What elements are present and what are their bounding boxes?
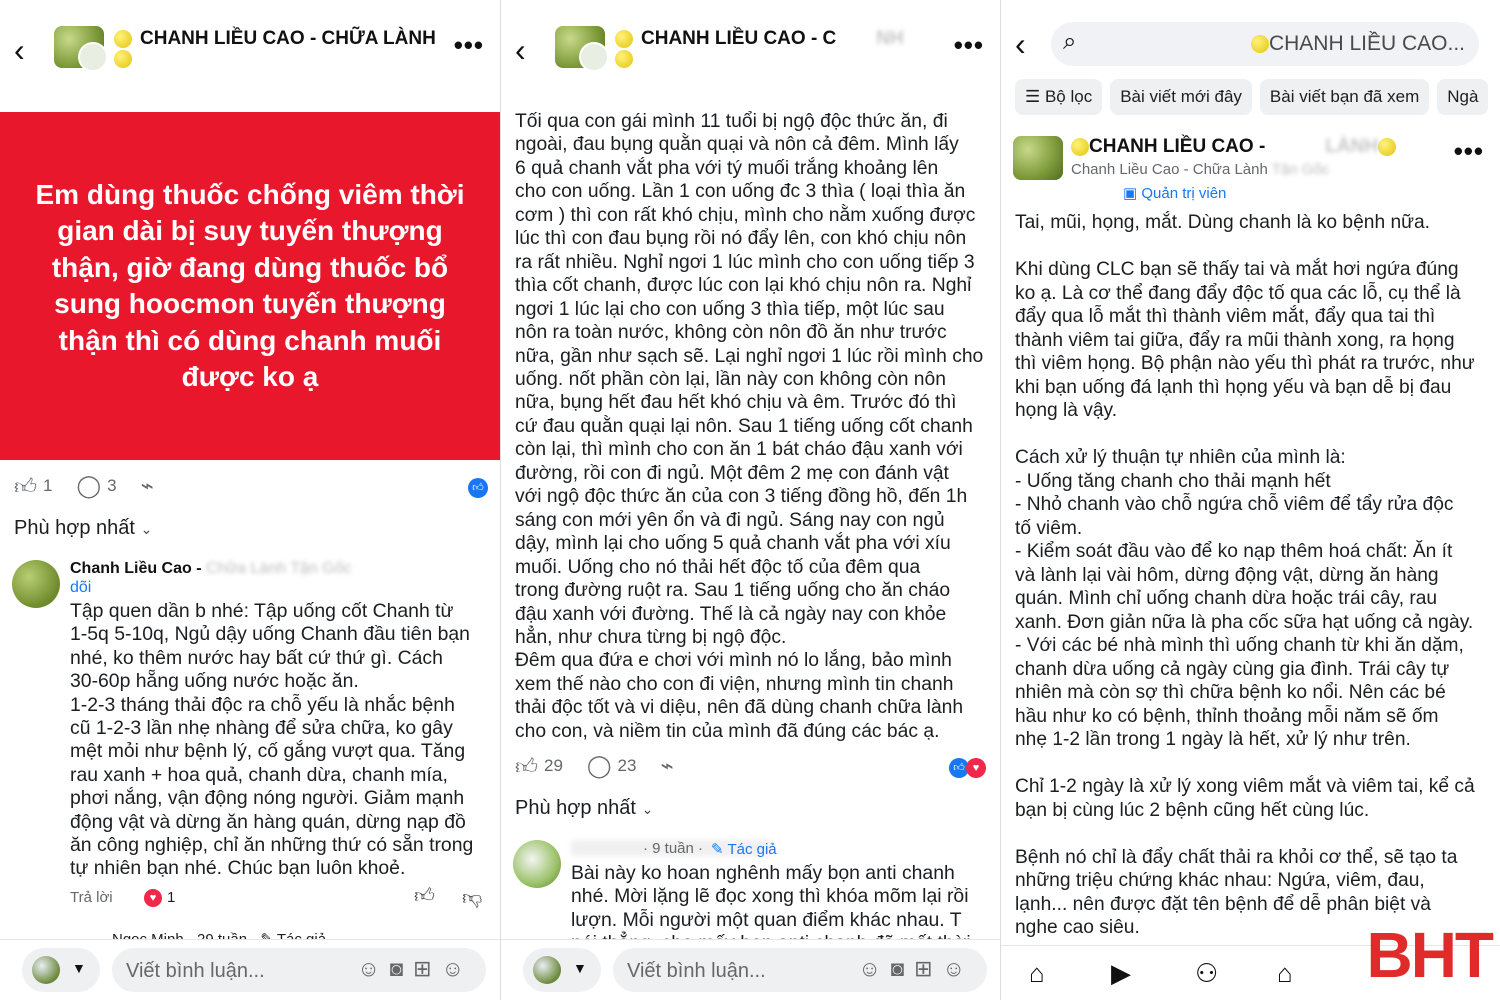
reply-link[interactable]: Trả lời	[70, 889, 113, 906]
chevron-down-icon: ⌄	[140, 521, 153, 537]
like-reaction-icon: 👍︎	[949, 758, 969, 778]
follow-badge[interactable]: dõi	[70, 579, 92, 596]
sort-label: Phù hợp nhất	[14, 517, 135, 539]
group-name-text: CHANH LIỀU CAO - C	[641, 28, 837, 49]
sort-label: Phù hợp nhất	[515, 797, 636, 819]
more-options-icon[interactable]: •••	[1453, 136, 1484, 166]
group-name[interactable]: CHANH LIỀU CAO - CHỮA LÀNH	[140, 28, 436, 49]
search-icon: ⌕	[1063, 28, 1077, 55]
comment-placeholder: Viết bình luận...	[126, 960, 265, 982]
like-count: 1	[43, 476, 53, 495]
comment-icon[interactable]: ◯	[76, 473, 102, 498]
comment-count: 3	[107, 476, 117, 495]
comment-count: 23	[617, 756, 637, 775]
messenger-icon[interactable]: ⌁	[140, 473, 154, 498]
comment-icon[interactable]: ◯	[586, 753, 612, 778]
post-actions	[14, 472, 154, 500]
sort-dropdown[interactable]	[14, 517, 152, 540]
author-badge: ✎ Tác giả	[711, 841, 777, 858]
thumbs-down-icon[interactable]: 👎︎	[462, 887, 483, 909]
heart-reaction-icon: ♥	[966, 758, 986, 778]
commenter-avatar[interactable]	[513, 840, 561, 888]
more-options-icon[interactable]: •••	[953, 30, 984, 60]
chip-recent-posts[interactable]: Bài viết mới đây	[1110, 79, 1252, 115]
comment-composer	[501, 939, 1000, 1000]
heart-reaction-icon: ♥	[144, 889, 162, 907]
back-arrow-icon[interactable]: ‹	[1015, 26, 1026, 62]
composer-icons[interactable]: ☺︎◙⊞☺︎	[357, 956, 474, 981]
chip-more[interactable]: Ngà	[1437, 79, 1488, 115]
search-bar[interactable]	[1051, 22, 1479, 66]
group-avatar[interactable]	[555, 26, 605, 68]
lemon-emoji-icon	[1378, 138, 1396, 156]
marketplace-icon[interactable]: ⌂	[1277, 958, 1293, 988]
commenter-name-text: Chanh Liều Cao -	[70, 560, 202, 577]
caret-down-icon: ▼	[72, 960, 86, 976]
lemon-emoji-icon	[1251, 35, 1269, 53]
group-name-blurred: NH	[876, 28, 904, 49]
comment-composer	[0, 939, 500, 1000]
filter-chips	[1015, 79, 1496, 115]
like-count: 29	[544, 756, 563, 775]
group-avatar[interactable]	[1013, 136, 1063, 180]
group-subtitle: Chanh Liều Cao - Chữa Lành Tận Gốc	[1071, 161, 1330, 178]
video-icon[interactable]: ▶	[1111, 958, 1131, 988]
panel-middle	[501, 0, 1000, 1000]
composer-avatar	[32, 956, 60, 984]
composer-icons[interactable]: ☺︎◙⊞☺︎	[858, 956, 975, 981]
like-reaction-icon: 👍︎	[468, 478, 488, 498]
chip-viewed-posts[interactable]: Bài viết bạn đã xem	[1260, 79, 1429, 115]
post-header	[501, 20, 1000, 80]
group-name-text: CHANH LIỀU CAO -	[1089, 136, 1266, 157]
profile-switcher[interactable]	[523, 948, 601, 992]
composer-avatar	[533, 956, 561, 984]
post-image-text: Em dùng thuốc chống viêm thời gian dài bị suy tuyến thượng thận, giờ đang dùng thuốc bổ sung hoocmon tuyến thượng thận thì có dùng chanh muối được ko ạ	[35, 178, 465, 392]
admin-icon: ▣	[1123, 185, 1142, 202]
profile-switcher[interactable]	[22, 948, 100, 992]
watermark-logo: BHT	[1366, 919, 1492, 991]
reaction-count: 1	[167, 889, 176, 906]
friends-icon[interactable]: ⚇	[1195, 958, 1219, 988]
back-arrow-icon[interactable]: ‹	[515, 32, 526, 68]
comment-input[interactable]	[613, 948, 987, 992]
panel-right	[1001, 0, 1500, 1000]
chevron-down-icon: ⌄	[641, 801, 654, 817]
search-query: CHANH LIỀU CAO...	[1251, 32, 1465, 56]
caret-down-icon: ▼	[573, 960, 587, 976]
back-arrow-icon[interactable]: ‹	[14, 32, 25, 68]
comment-input[interactable]	[112, 948, 486, 992]
chip-filter[interactable]: ☰ Bộ lọc	[1015, 79, 1102, 115]
sort-dropdown[interactable]	[515, 797, 653, 820]
commenter-name[interactable]	[70, 560, 352, 578]
group-name[interactable]	[641, 28, 904, 50]
comment-text: Bài này ko hoan nghênh mấy bọn anti chanh nhé. Mời lặng lẽ đọc xong thì khóa mõm lại rồi lượn. Mỗi người một quan điểm khác nhau. T	[571, 862, 969, 931]
filter-icon: ☰	[1025, 87, 1045, 106]
group-name[interactable]	[1071, 136, 1396, 158]
user-avatar	[78, 42, 108, 72]
commenter-avatar[interactable]	[12, 560, 60, 608]
panel-left	[0, 0, 500, 1000]
commenter-name-blurred: Chữa Lành Tận Gốc	[206, 560, 352, 577]
post-actions	[515, 752, 674, 780]
home-icon[interactable]: ⌂	[1029, 958, 1045, 988]
user-avatar	[579, 42, 609, 72]
more-options-icon[interactable]: •••	[453, 30, 484, 60]
comment-text: Tập quen dần b nhé: Tập uống cốt Chanh từ 1-5q 5-10q, Ngủ dậy uống Chanh đầu tiên bạn nhé, ko thêm nước hay bất cứ thứ gì. Cách 30-60p hẵng uống nước hoặc ăn. 1-2-3 tháng thải độc ra chỗ yếu là nhắc bệnh cũ 1-2-3 lần nhẹ nhàng để sửa chữa, ko gây mệt mỏi như bệnh lý, cố gắng vượt qua. Tăng rau xanh + hoa quả, chanh dừa, chanh mía, phơi nắng, vận động nóng người. Giảm mạnh động vật và dừng ăn hàng quán, dừng nạp đồ ăn công nghiệp, chỉ ăn những thứ có sẵn trong tự nhiên bạn nhé. Chúc bạn luôn khoẻ.	[70, 600, 474, 880]
post-header	[0, 20, 500, 80]
group-name-blurred: LÀNH	[1325, 136, 1379, 157]
comment-placeholder: Viết bình luận...	[627, 960, 766, 982]
comment-time: · 9 tuần ·	[643, 840, 704, 857]
lemon-emoji-icon	[1071, 138, 1089, 156]
post-image-card[interactable]	[0, 112, 500, 460]
group-avatar[interactable]	[54, 26, 104, 68]
messenger-icon[interactable]: ⌁	[660, 753, 674, 778]
like-icon[interactable]: 👍︎	[14, 473, 37, 499]
lemon-emoji-icon	[112, 28, 138, 72]
lemon-emoji-icon	[613, 28, 639, 72]
post-text: Tối qua con gái mình 11 tuổi bị ngộ độc thức ăn, đi ngoài, đau bụng quằn quại và nôn cả đêm. Mình lấy 6 quả chanh vắt pha với tý muối trắng khoảng lên cho con uống. Lần 1 con uống đc 3 thìa ( loại thìa ăn cơm ) thì con rất khó chịu, mình cho nằm xuống được lúc thì con đau bụng rồi nó đẩy lên, con khó chịu nôn ra rất nhiều. Nghỉ ngơi 1 lúc mình cho con uống tiếp 3 thìa cốt chanh, được lúc con lại khó chịu nôn ra. Nghỉ ngơi 1 lúc lại cho con uống 3 thìa tiếp, một lúc sau nôn ra toàn nước, không còn nôn đồ ăn như trước nữa, gần như sạch sẽ. Lại nghỉ ngơi 1 lúc rồi mình cho uống. nốt phần còn lại, lần này con không còn nôn nữa, bụng hết đau hết khó chịu và êm. Trước đó thì cứ đau quằn quại lại nôn. Sau 1 tiếng uống cốt chanh còn lại, thì mình cho con ăn 1 bát cháo đậu xanh với đường, rồi con đi ngủ. Một đêm 2 mẹ con đánh vật với ngộ độc thức ăn của con 3 tiếng đồng hồ, đến 1h sáng con mới yên ổn và đi ngủ. Sáng nay con ngủ dậy, mình lại cho uống 5 quả chanh vắt pha với xíu muối. Uống cho nó thải hết độc tố của đêm qua trong đường ruột ra. Sau 1 tiếng uống cho ăn cháo đậu xanh với đường. Thế là cả ngày nay con khỏe hẳn, như chưa từng bị ngộ độc. Đêm qua đứa e chơi với mình nó lo lắng, bảo mình xem thế nào cho con đi viện, nhưng mình tin chanh thải độc tốt và vi diệu, nên đã dùng chanh chữa lành cho con, và niềm tin của mình đã đúng các bác ạ.	[515, 111, 984, 742]
thumbs-up-icon[interactable]: 👍︎	[414, 885, 435, 907]
post-text: Tai, mũi, họng, mắt. Dùng chanh là ko bệnh nữa. Khi dùng CLC bạn sẽ thấy tai và mắt hơi ngứa đúng ko ạ. Là cơ thể đang đẩy độc tố qua các lỗ, cụ thể là đẩy qua lỗ mắt thì thành viêm mắt, đẩy qua tai thì thành viêm tai giữa, đẩy ra mũi thành xong, ra họng thì viêm họng. Bộ phận nào yếu thì phát ra trước, như khi bạn uống đá lạnh thì họng yếu và bạn dễ bị đau họng là vậy. Cách xử lý thuận tự nhiên của mình là: - Uống tăng chanh cho thải mạnh hết - Nhỏ chanh vào chỗ ngứa chỗ viêm để tẩy rửa độc tố viêm. - Kiểm soát đầu vào để ko nạp thêm hoá chất: Ăn ít và lành lại vài hôm, dừng động vật, dừng ăn hàng quán. Mình chỉ uống chanh dừa hoặc trái cây, rau xanh. Đơn giản nữa là pha cốc sữa hạt uống cả ngày. - Với các bé nhà mình thì uống chanh từ khi ăn dặm, chanh dừa uống cả ngày cùng gia đình. Trái cây tự nhiên mà còn sợ thì chữa bệnh ko nổi. Nên các bé hầu như ko có bệnh, thỉnh thoảng mỗi năm sẽ ốm nhẹ 1-2 lần trong 1 ngày là hết, xử lý như trên. Chỉ 1-2 ngày là xử lý xong viêm mắt và viêm tai, kể cả bạn bị cùng lúc 2 bệnh cũng hết cùng lúc. Bệnh nó chỉ là đẩy chất thải ra khỏi cơ thể, sẽ tạo ta những triệu chứng khác nhau: Ngứa, viêm, đau, lạnh... nên được đặt tên bệnh để dễ phân biệt và nghe cao siêu.	[1015, 212, 1475, 938]
like-icon[interactable]: 👍︎	[515, 753, 538, 779]
admin-role-badge: ▣ Quản trị viên	[1123, 185, 1227, 202]
